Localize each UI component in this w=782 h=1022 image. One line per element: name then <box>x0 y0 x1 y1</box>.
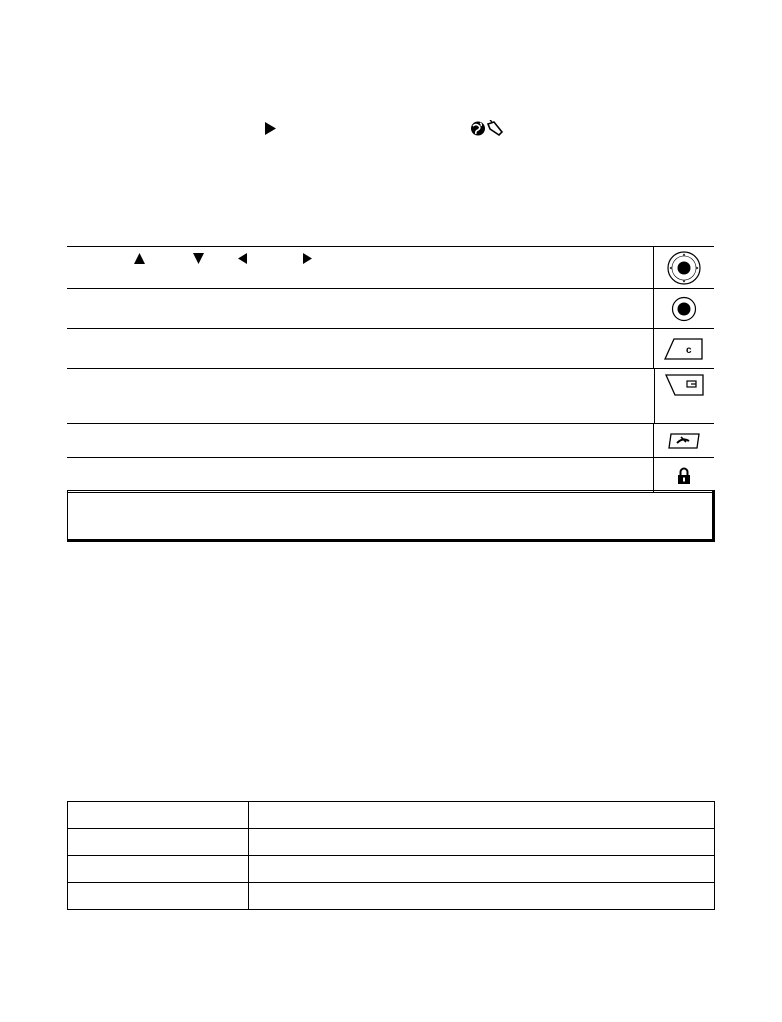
end-call-key-cell <box>653 424 714 457</box>
table-cell <box>68 856 249 883</box>
end-call-key-row <box>67 423 714 457</box>
lock-cell <box>653 458 714 492</box>
table-row <box>68 883 715 910</box>
navigation-key-icon <box>666 250 702 286</box>
clear-c-key-icon <box>664 338 704 360</box>
navigation-keys-row <box>67 246 714 288</box>
table-cell <box>68 883 249 910</box>
wap-globe-icon <box>470 120 504 137</box>
navigation-key-cell <box>653 247 714 288</box>
down-arrow-icon <box>193 253 204 264</box>
left-arrow-icon <box>238 253 247 264</box>
table-cell <box>249 802 715 829</box>
table-cell <box>68 829 249 856</box>
table-cell <box>249 829 715 856</box>
clear-key-row <box>67 328 714 368</box>
center-key-icon <box>671 296 697 322</box>
play-arrow-icon <box>265 122 276 135</box>
keypad-lock-row <box>67 457 714 492</box>
center-select-key-row <box>67 288 714 328</box>
table-cell <box>249 883 715 910</box>
lock-icon <box>677 467 691 484</box>
svg-text:c: c <box>686 344 692 356</box>
soft-key-cell <box>654 369 714 423</box>
right-arrow-icon <box>303 253 312 264</box>
table-row <box>68 856 715 883</box>
nav-arrow-glyphs <box>67 253 367 265</box>
table-row <box>68 829 715 856</box>
soft-key-icon <box>665 374 705 396</box>
center-key-cell <box>653 289 714 328</box>
table-cell <box>249 856 715 883</box>
key-table <box>67 246 714 493</box>
soft-key-row <box>67 368 714 423</box>
note-box <box>67 490 715 542</box>
two-column-table <box>67 801 715 910</box>
end-call-key-icon <box>668 433 700 449</box>
table-cell <box>68 802 249 829</box>
clear-key-cell <box>653 329 714 368</box>
table-row <box>68 802 715 829</box>
up-arrow-icon <box>134 253 145 264</box>
